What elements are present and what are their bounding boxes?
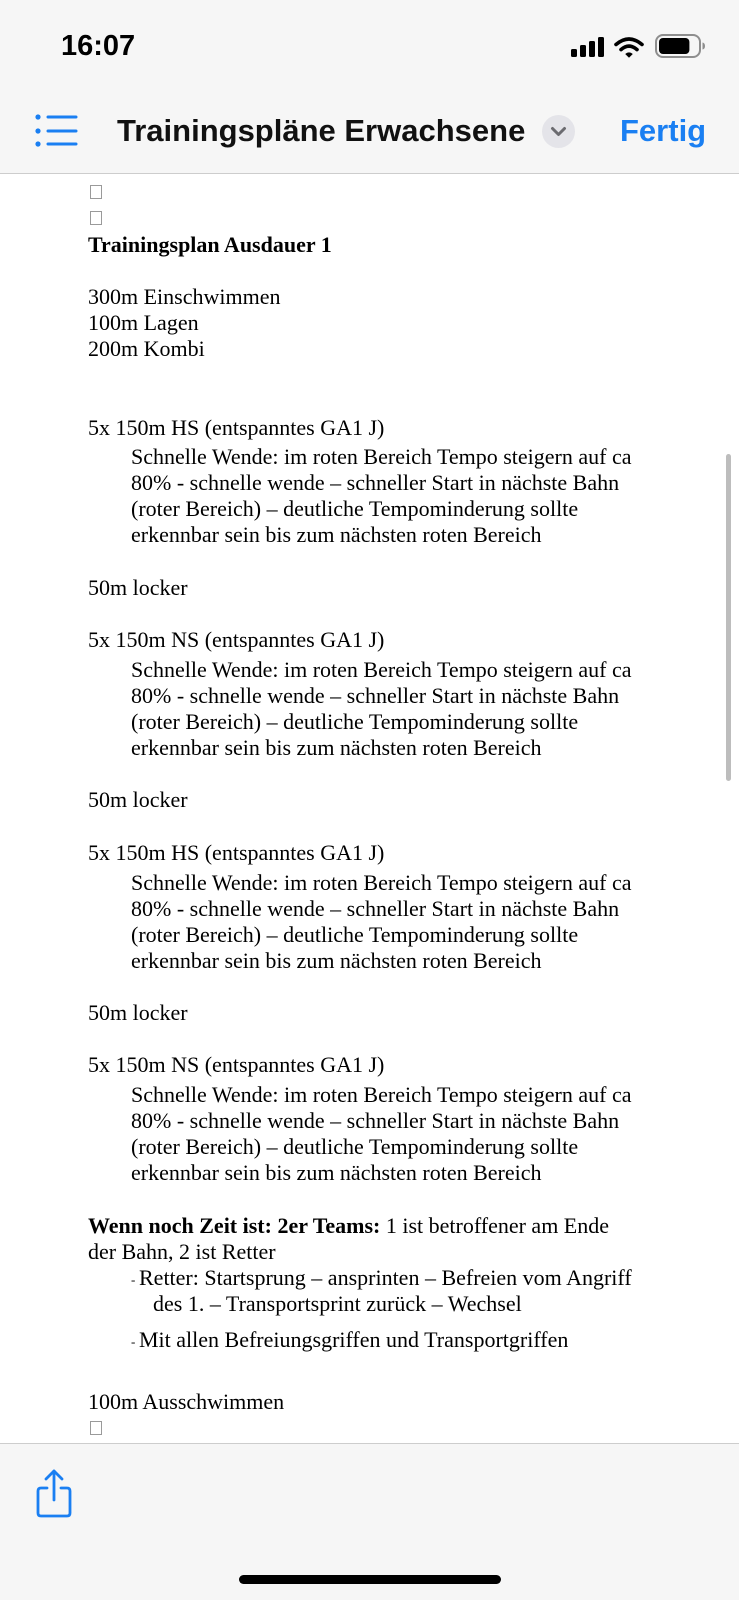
set-description-line: erkennbar sein bis zum nächsten roten Bereich [131,522,542,547]
chevron-down-icon [542,115,575,148]
set-description-line: (roter Bereich) – deutliche Tempominderung sollte [131,1134,579,1159]
done-button[interactable]: Fertig [620,113,707,148]
extra-lead-rest: 1 ist betroffener am Ende [380,1213,610,1238]
title-menu-button[interactable] [542,115,575,148]
bullet-marker: - [131,1334,136,1349]
extra-lead-bold: Wenn noch Zeit ist: 2er Teams: [88,1213,381,1238]
set-title: 5x 150m NS (entspanntes GA1 J) [88,1052,385,1077]
extra-lead-line-2: der Bahn, 2 ist Retter [88,1239,276,1264]
list-icon [33,110,79,150]
share-icon [34,1468,74,1520]
set-description-line: Schnelle Wende: im roten Bereich Tempo steigern auf ca [131,444,632,469]
set-title: 5x 150m NS (entspanntes GA1 J) [88,627,385,652]
missing-glyph-box [90,185,102,199]
set-title: 5x 150m HS (entspanntes GA1 J) [88,415,385,440]
warmup-line: 300m Einschwimmen [88,284,281,309]
set-description-line: 80% - schnelle wende – schneller Start in nächste Bahn [131,1108,620,1133]
set-description-line: erkennbar sein bis zum nächsten roten Bereich [131,948,542,973]
home-indicator [239,1575,501,1584]
set-description-line: erkennbar sein bis zum nächsten roten Bereich [131,735,542,760]
document-view[interactable] [0,174,739,1443]
set-description-line: (roter Bereich) – deutliche Tempominderung sollte [131,709,579,734]
status-time: 16:07 [61,30,136,62]
set-description-line: Schnelle Wende: im roten Bereich Tempo steigern auf ca [131,1082,632,1107]
bullet-line: Mit allen Befreiungsgriffen und Transportgriffen [139,1327,569,1352]
set-description-line: 80% - schnelle wende – schneller Start in nächste Bahn [131,470,620,495]
bullet-marker: - [131,1272,136,1287]
warmup-line: 200m Kombi [88,336,205,361]
signal-icon [569,35,607,59]
missing-glyph-box [90,1421,102,1435]
set-description-line: Schnelle Wende: im roten Bereich Tempo steigern auf ca [131,870,632,895]
set-description-line: erkennbar sein bis zum nächsten roten Bereich [131,1160,542,1185]
sidebar-toggle-button[interactable] [33,110,79,150]
battery-icon [655,34,707,58]
battery-fill [659,38,689,54]
rest-line: 50m locker [88,787,188,812]
rest-line: 50m locker [88,1000,188,1025]
set-description-line: (roter Bereich) – deutliche Tempominderung sollte [131,496,579,521]
doc-heading: Trainingsplan Ausdauer 1 [88,232,332,257]
cooldown-line: 100m Ausschwimmen [88,1389,285,1414]
set-description-line: 80% - schnelle wende – schneller Start in nächste Bahn [131,683,620,708]
rest-line: 50m locker [88,575,188,600]
bullet-line: des 1. – Transportsprint zurück – Wechsel [153,1291,522,1316]
wifi-icon [613,35,645,59]
warmup-line: 100m Lagen [88,310,199,335]
missing-glyph-box [90,211,102,225]
document-title[interactable]: Trainingspläne Erwachsene [117,113,526,148]
top-bar [0,0,739,174]
set-description-line: (roter Bereich) – deutliche Tempominderung sollte [131,922,579,947]
set-title: 5x 150m HS (entspanntes GA1 J) [88,840,385,865]
extra-lead-line [88,1213,609,1239]
share-button[interactable] [34,1468,74,1520]
vertical-scrollbar[interactable] [726,454,731,781]
set-description-line: Schnelle Wende: im roten Bereich Tempo steigern auf ca [131,657,632,682]
set-description-line: 80% - schnelle wende – schneller Start in nächste Bahn [131,896,620,921]
bullet-line: Retter: Startsprung – ansprinten – Befreien vom Angriff [139,1265,632,1290]
